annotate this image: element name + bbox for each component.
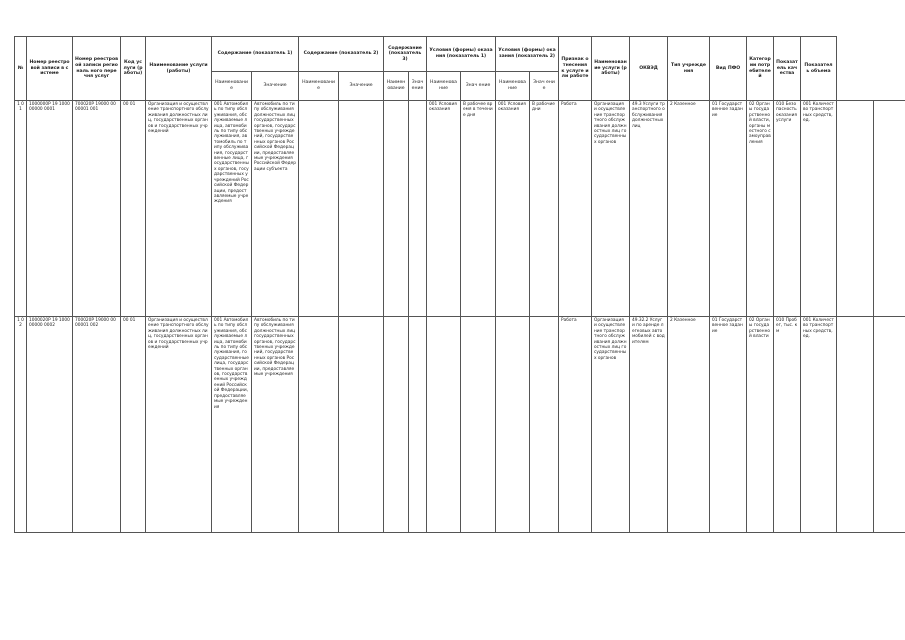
cell-sign: Работа	[559, 101, 592, 317]
cell-c1-name: 001 Автомобиль по типу обслуживания, обслуживаемые лица, автомобиль по типу обслуживания, автомобиль по типу обслуживания, государственные лица, государственных органов, государственных учреждений Российской Федерации, предоставляемые учреждения	[212, 101, 252, 317]
cell-c3-name	[384, 317, 409, 533]
sub-header-c2-value: Значение	[339, 72, 384, 101]
cell-code: 00 01	[121, 317, 146, 533]
cell-service: Организация и осуществление транспортного обслуживания должностных лиц, государственных органов и государственных учреждений	[146, 101, 212, 317]
table-row	[15, 317, 905, 533]
col-header-svc-name: Наименование услуги (работы)	[592, 37, 630, 101]
cell-pfo: 01 Государственное задание	[710, 101, 747, 317]
cell-reg-system: 1000000Р 19 1000 00000 0001	[27, 101, 73, 317]
cell-c1-value: Автомобиль по типу обслуживания должностных лиц государственных органов, государственных учреждений, государственных органов Российской Федерации, предоставляемые учреждения Российской Федерации субъекта	[252, 101, 299, 317]
col-header-content-2: Содержание (показатель 2)	[299, 37, 384, 72]
cell-svc-name: Организация и осуществление транспортного обслуживания должностных лиц государственных органов	[592, 101, 630, 317]
header-row-main	[15, 37, 905, 72]
cell-inst-type: 2 Казенное	[668, 317, 710, 533]
sub-header-c3-value: Знач ение	[409, 72, 427, 101]
cell-reg-regional: 700020Р 19000 0000001 002	[73, 317, 121, 533]
col-header-volume: Показатель объема	[801, 37, 837, 101]
cell-extra-2	[874, 101, 905, 317]
cell-consumers: 02 Органы государственной власти, органы местного самоуправления	[747, 101, 774, 317]
cell-c2-value	[339, 317, 384, 533]
cell-consumers: 02 Органы государственной власти	[747, 317, 774, 533]
sub-header-c2-name: Наименование	[299, 72, 339, 101]
col-header-sign: Признак отнесения к услуге или работе	[559, 37, 592, 101]
col-header-conditions-1: Условия (формы) оказания (показатель 1)	[427, 37, 496, 72]
cell-u1-name: 001 Условия оказания	[427, 101, 461, 317]
col-header-conditions-2: Условия (формы) оказания (показатель 2)	[496, 37, 559, 72]
col-header-quality: Показатель качества	[774, 37, 801, 101]
cell-code: 00 01	[121, 101, 146, 317]
cell-c2-name	[299, 101, 339, 317]
cell-u2-name: 001 Условия оказания	[496, 101, 530, 317]
cell-service: Организация и осуществление транспортного обслуживания должностных лиц, государственных органов и государственных учреждений	[146, 317, 212, 533]
sub-header-c1-name: Наименование	[212, 72, 252, 101]
cell-num: 1 0 1	[15, 101, 27, 317]
col-header-content-1: Содержание (показатель 1)	[212, 37, 299, 72]
cell-num: 1 0 2	[15, 317, 27, 533]
col-header-reg-regional: Номер реестровой записи региональ ного перечня услуг	[73, 37, 121, 101]
cell-okved: 49.32.2 Услуги по аренде легковых автомобилей с водителем	[630, 317, 668, 533]
cell-quality: 010 Пробег, тыс. км	[774, 317, 801, 533]
table-row	[15, 101, 905, 317]
cell-pfo: 01 Государственное задание	[710, 317, 747, 533]
sub-header-u1-name: Наименование	[427, 72, 461, 101]
sub-header-u2-name: Наименование	[496, 72, 530, 101]
cell-extra-2	[874, 317, 905, 533]
cell-volume: 001 Количество транспортных средств, ед.	[801, 317, 837, 533]
cell-volume: 001 Количество транспортных средств, ед.	[801, 101, 837, 317]
cell-c1-value: Автомобиль по типу обслуживания должностных лиц государственных органов, государственных учреждений, государственных органов Российской Федерации, предоставляемые учреждения	[252, 317, 299, 533]
cell-c3-name	[384, 101, 409, 317]
cell-extra-1	[837, 101, 874, 317]
registry-table	[14, 36, 905, 533]
cell-okved: 49.3 Услуги транспортного обслуживания должностных лиц	[630, 101, 668, 317]
cell-c2-name	[299, 317, 339, 533]
col-header-pfo: Вид ПФО	[710, 37, 747, 101]
cell-u1-value: В рабочее время в течение дня	[461, 101, 496, 317]
cell-c3-value	[409, 317, 427, 533]
col-header-consumers: Категории потребителей	[747, 37, 774, 101]
cell-c2-value	[339, 101, 384, 317]
col-header-reg-system: Номер реестровой записи в системе	[27, 37, 73, 101]
cell-u1-value	[461, 317, 496, 533]
col-header-content-3: Содержание (показатель 3)	[384, 37, 427, 72]
sub-header-u1-value: Знач ение	[461, 72, 496, 101]
sub-header-u2-value: Знач ение	[530, 72, 559, 101]
cell-u1-name	[427, 317, 461, 533]
cell-reg-regional: 700020Р 19000 0000001 001	[73, 101, 121, 317]
sub-header-c3-name: Наименование	[384, 72, 409, 101]
col-header-num: №	[15, 37, 27, 101]
cell-u2-name	[496, 317, 530, 533]
col-header-code: Код услуги (работы)	[121, 37, 146, 101]
cell-reg-system: 1000020Р 19 1000 00000 0002	[27, 317, 73, 533]
cell-inst-type: 2 Казенное	[668, 101, 710, 317]
cell-quality: 010 Безопасность оказания услуги	[774, 101, 801, 317]
col-header-inst-type: Тип учреждения	[668, 37, 710, 101]
cell-c3-value	[409, 101, 427, 317]
cell-svc-name: Организация и осуществление транспортного обслуживания должностных лиц государственных органов	[592, 317, 630, 533]
cell-extra-1	[837, 317, 874, 533]
cell-u2-value	[530, 317, 559, 533]
cell-sign: Работа	[559, 317, 592, 533]
cell-c1-name: 001 Автомобиль по типу обслуживания, обслуживаемые лица, автомобиль по типу обслуживания, государственные лица, государственных органов, государственных учреждений Российской Федерации, предоставляемые учреждения	[212, 317, 252, 533]
sub-header-c1-value: Значение	[252, 72, 299, 101]
col-header-okved: ОКВЭД	[630, 37, 668, 101]
cell-u2-value: В рабочие дни	[530, 101, 559, 317]
col-header-service: Наименование услуги (работы)	[146, 37, 212, 101]
